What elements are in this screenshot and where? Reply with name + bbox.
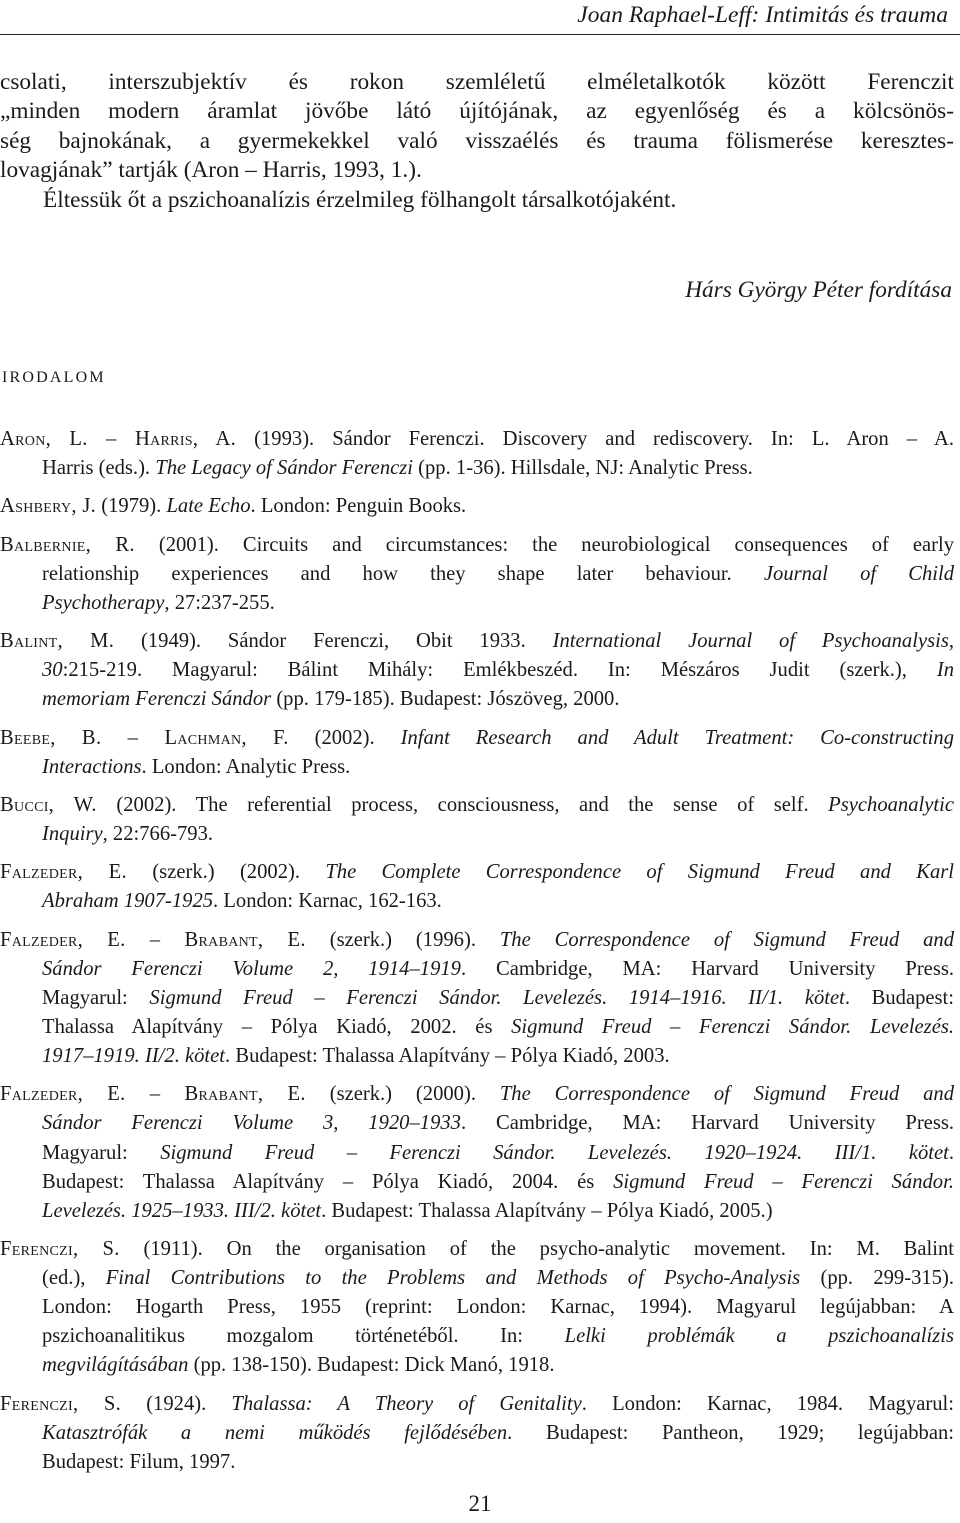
reference-title: Final Contributions to the Problems and Methods of Psycho-Analysis: [105, 1267, 801, 1290]
reference-list: [0, 425, 954, 1486]
reference-entry: [0, 627, 954, 714]
reference-text: (1979).: [96, 495, 167, 518]
reference-title: Sándor Ferenczi Volume 3, 1920–1933: [42, 1112, 461, 1135]
reference-line: [42, 984, 954, 1013]
reference-line: [42, 1168, 954, 1197]
reference-line: [0, 1080, 954, 1109]
reference-line: [42, 560, 954, 589]
page-number: 21: [468, 1491, 492, 1516]
intro-line: „minden modern áramlat jövőbe látó újítójának, az egyenlőség és a kölcsönös-: [0, 98, 954, 125]
reference-line: [42, 1109, 954, 1138]
reference-text: . Budapest: Thalassa Alapítvány – Pólya Kiadó, 2003.: [225, 1045, 670, 1068]
reference-author: Falzeder, E. – Brabant, E.: [0, 928, 306, 951]
reference-text: (1949). Sándor Ferenczi, Obit 1933.: [114, 630, 553, 653]
reference-author: Ferenczi, S.: [0, 1392, 122, 1415]
reference-author: Beebe, B. – Lachman, F.: [0, 726, 289, 749]
reference-text: London: Hogarth Press, 1955 (reprint: London: Karnac, 1994). Magyarul legújabban: A: [42, 1296, 954, 1319]
reference-text: Magyarul:: [42, 986, 150, 1009]
reference-line: [0, 492, 954, 521]
reference-line: [42, 1013, 954, 1042]
reference-entry: [0, 425, 954, 483]
reference-title: 1917–1919. II/2. kötet: [42, 1045, 226, 1068]
reference-title: Inquiry: [42, 823, 103, 846]
reference-line: [42, 454, 954, 483]
reference-entry: [0, 858, 954, 916]
reference-author: Falzeder, E. – Brabant, E.: [0, 1083, 306, 1106]
reference-title: Sándor Ferenczi Volume 2, 1914–1919: [42, 957, 461, 980]
reference-title: The Correspondence of Sigmund Freud and: [499, 928, 954, 951]
reference-line: [42, 1419, 954, 1448]
reference-text: Harris (eds.).: [42, 457, 156, 480]
intro-line: Éltessük őt a pszichoanalízis érzelmileg fölhangolt társalkotójaként.: [43, 186, 677, 213]
reference-author: Ashbery, J.: [0, 495, 97, 518]
reference-text: . Budapest: Pantheon, 1929; legújabban:: [507, 1421, 954, 1444]
reference-text: (pp. 138-150). Budapest: Dick Manó, 1918.: [188, 1354, 555, 1377]
reference-author: Balbernie, R.: [0, 533, 135, 556]
reference-text: . Budapest: Thalassa Alapítvány – Pólya Kiadó, 2005.): [321, 1199, 773, 1222]
reference-entry: [0, 926, 954, 1071]
intro-line: csolati, interszubjektív és rokon szemléletű elméletalkotók között Ferenczit: [0, 69, 954, 95]
reference-text: :215-219. Magyarul: Bálint Mihály: Emlékbeszéd. In: Mészáros Judit (szerk.),: [62, 659, 937, 682]
reference-title: Late Echo: [166, 495, 251, 518]
reference-text: (1924).: [121, 1392, 232, 1415]
reference-line: [42, 1351, 954, 1380]
reference-title: International Journal of Psychoanalysis,: [552, 630, 954, 653]
reference-text: Magyarul:: [42, 1141, 161, 1164]
reference-line: [0, 926, 954, 955]
reference-title: Interactions: [42, 755, 142, 778]
reference-line: [42, 685, 954, 714]
reference-author: Falzeder, E.: [0, 861, 128, 884]
reference-line: [42, 887, 954, 916]
reference-line: [0, 531, 954, 560]
reference-entry: [0, 1390, 954, 1477]
reference-title: Sigmund Freud – Ferenczi Sándor. Levelezés.: [511, 1016, 954, 1038]
reference-author: Ferenczi, S.: [0, 1238, 120, 1261]
reference-entry: [0, 492, 954, 521]
reference-line: [42, 1293, 954, 1322]
reference-text: (2002). The referential process, consciousness, and the sense of self.: [96, 793, 829, 816]
reference-text: (szerk.) (2002).: [127, 861, 326, 884]
running-header: [0, 0, 960, 40]
reference-text: , 22:766-793.: [102, 823, 214, 846]
reference-text: (2001). Circuits and circumstances: the neurobiological consequences of early: [134, 533, 954, 556]
reference-title: Katasztrófák a nemi működés fejlődésében: [42, 1421, 508, 1444]
reference-line: [42, 1322, 954, 1351]
reference-title: The Complete Correspondence of Sigmund Freud and Karl: [325, 861, 955, 884]
reference-title: Levelezés. 1925–1933. III/2. kötet: [42, 1199, 322, 1222]
reference-text: . London: Karnac, 1984. Magyarul:: [581, 1392, 954, 1415]
reference-line: [42, 753, 954, 782]
reference-text: .: [948, 1141, 954, 1164]
reference-line: [0, 858, 955, 887]
reference-line: [0, 1390, 954, 1419]
reference-line: [0, 627, 954, 656]
reference-text: relationship experiences and how they shape later behaviour.: [42, 562, 764, 585]
reference-title: Sigmund Freud – Ferenczi Sándor.: [613, 1170, 954, 1193]
reference-title: Psychotherapy: [42, 591, 165, 614]
reference-text: . Budapest:: [844, 986, 954, 1009]
reference-title: Infant Research and Adult Treatment: Co-constructing: [400, 726, 954, 749]
reference-text: . Cambridge, MA: Harvard University Press.: [460, 1112, 954, 1135]
reference-author: Aron, L. – Harris, A.: [0, 428, 237, 450]
reference-text: (szerk.) (1996).: [305, 928, 500, 951]
reference-text: . London: Analytic Press.: [141, 755, 351, 778]
reference-line: [42, 1448, 954, 1477]
reference-title: memoriam Ferenczi Sándor: [42, 688, 272, 711]
reference-title: The Correspondence of Sigmund Freud and: [499, 1083, 954, 1106]
reference-title: In: [936, 659, 954, 682]
reference-line: [42, 656, 954, 685]
reference-line: [42, 1264, 954, 1293]
reference-author: Bucci, W.: [0, 793, 97, 816]
reference-text: . London: Penguin Books.: [250, 495, 467, 518]
section-heading: [2, 360, 106, 390]
reference-line: [42, 1042, 954, 1071]
reference-line: [42, 589, 954, 618]
reference-title: Psychoanalytic: [828, 793, 954, 816]
reference-entry: [0, 791, 954, 849]
reference-entry: [0, 724, 954, 782]
reference-text: (pp. 179-185). Budapest: Jószöveg, 2000.: [271, 688, 620, 711]
intro-line: lovagjának” tartják (Aron – Harris, 1993, 1.).: [0, 157, 422, 184]
reference-entry: [0, 1080, 954, 1225]
reference-title: Lelki problémák a pszichoanalízis: [564, 1325, 954, 1348]
reference-text: . London: Karnac, 162-163.: [213, 890, 442, 913]
reference-text: (2002).: [288, 726, 401, 749]
reference-text: pszichoanalitikus mozgalom történetéből. In:: [42, 1325, 565, 1348]
reference-text: (ed.),: [42, 1267, 106, 1290]
reference-title: Thalassa: A Theory of Genitality: [231, 1392, 582, 1415]
reference-title: megvilágításában: [42, 1354, 189, 1377]
reference-title: Sigmund Freud – Ferenczi Sándor. Levelezés. 1914–1916. II/1. kötet: [149, 986, 845, 1009]
reference-title: The Legacy of Sándor Ferenczi: [155, 457, 413, 480]
reference-entry: [0, 1235, 954, 1380]
reference-line: [0, 1235, 955, 1264]
reference-line: [42, 1139, 954, 1168]
section-heading-text: irodalom: [2, 362, 106, 387]
intro-line: ség bajnokának, a gyermekekkel való visszaélés és trauma fölismerése keresztes-: [0, 127, 954, 154]
reference-entry: [0, 531, 954, 618]
reference-title: Abraham 1907-1925: [42, 890, 214, 913]
reference-line: [42, 955, 954, 984]
reference-line: [42, 1197, 954, 1226]
reference-text: Budapest: Thalassa Alapítvány – Pólya Kiadó, 2004. és: [42, 1170, 614, 1193]
reference-line: [0, 724, 954, 753]
translator-credit: Hárs György Péter fordítása: [685, 277, 952, 303]
header-rule: [0, 34, 960, 35]
reference-title: Journal of Child: [763, 562, 954, 585]
intro-paragraph: [0, 68, 954, 215]
reference-text: Budapest: Filum, 1997.: [42, 1450, 236, 1473]
reference-title: Sigmund Freud – Ferenczi Sándor. Levelezés. 1920–1924. III/1. kötet: [160, 1141, 949, 1164]
reference-line: [42, 820, 954, 849]
reference-line: [0, 425, 954, 454]
reference-text: (szerk.) (2000).: [305, 1083, 500, 1106]
reference-line: [0, 791, 954, 820]
reference-text: Thalassa Alapítvány – Pólya Kiadó, 2002. és: [42, 1016, 512, 1038]
reference-text: (1993). Sándor Ferenczi. Discovery and rediscovery. In: L. Aron – A.: [236, 428, 954, 450]
running-title: Joan Raphael-Leff: Intimitás és trauma: [577, 2, 948, 28]
reference-text: . Cambridge, MA: Harvard University Press.: [460, 957, 954, 980]
reference-title: 30: [42, 659, 63, 682]
reference-text: (1911). On the organisation of the psycho-analytic movement. In: M. Balint: [119, 1238, 955, 1261]
reference-author: Balint, M.: [0, 630, 115, 653]
reference-text: , 27:237-255.: [164, 591, 275, 614]
reference-text: (pp. 1-36). Hillsdale, NJ: Analytic Press.: [413, 457, 753, 480]
reference-text: (pp. 299-315).: [800, 1267, 954, 1290]
